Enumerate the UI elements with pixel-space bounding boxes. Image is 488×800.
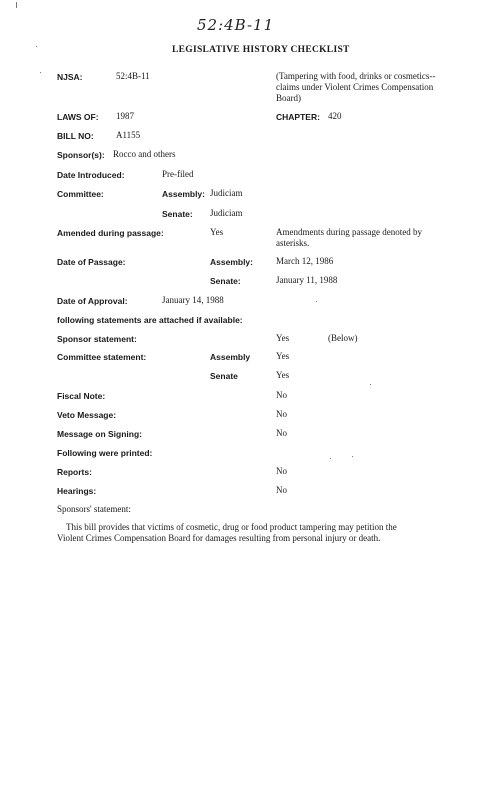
scan-speck <box>16 2 17 8</box>
scan-speck <box>352 456 353 457</box>
date-of-approval-value: January 14, 1988 <box>162 295 224 305</box>
message-on-signing-value: No <box>276 428 287 438</box>
passage-assembly-value: March 12, 1986 <box>276 256 334 266</box>
committee-statement-label: Committee statement: <box>57 352 147 362</box>
committee-senate-value: Judiciam <box>210 208 243 218</box>
fiscal-note-label: Fiscal Note: <box>57 391 106 401</box>
scan-speck <box>36 46 37 47</box>
committee-assembly-label: Assembly: <box>162 189 205 199</box>
page-title: LEGISLATIVE HISTORY CHECKLIST <box>172 45 350 55</box>
scan-speck <box>40 72 41 73</box>
passage-senate-value: January 11, 1988 <box>276 275 338 285</box>
chapter-value: 420 <box>328 111 342 121</box>
laws-of-label: LAWS OF: <box>57 112 99 122</box>
amended-label: Amended during passage: <box>57 228 164 238</box>
hearings-label: Hearings: <box>57 486 97 496</box>
veto-message-value: No <box>276 409 287 419</box>
committee-senate-label: Senate: <box>162 209 193 219</box>
date-introduced-value: Pre-filed <box>162 169 194 179</box>
hearings-value: No <box>276 485 287 495</box>
scan-speck <box>316 301 317 302</box>
njsa-value: 52:4B-11 <box>116 71 150 81</box>
passage-assembly-label: Assembly: <box>210 257 253 267</box>
committee-assembly-value: Judiciam <box>210 188 243 198</box>
message-on-signing-label: Message on Signing: <box>57 429 143 439</box>
committee-statement-senate-label: Senate <box>210 371 238 381</box>
printed-heading: Following were printed: <box>57 448 153 458</box>
handwritten-number: 52:4B-11 <box>197 16 275 34</box>
passage-senate-label: Senate: <box>210 276 241 286</box>
laws-of-value: 1987 <box>116 111 134 121</box>
fiscal-note-value: No <box>276 390 287 400</box>
date-of-passage-label: Date of Passage: <box>57 257 126 267</box>
sponsors-label: Sponsor(s): <box>57 150 105 160</box>
statement-paragraph <box>57 522 425 544</box>
chapter-label: CHAPTER: <box>276 112 320 122</box>
bill-no-value: A1155 <box>116 130 141 140</box>
scan-speck <box>330 458 331 459</box>
njsa-label: NJSA: <box>57 72 83 82</box>
amended-value: Yes <box>210 227 224 237</box>
attached-heading: following statements are attached if available: <box>57 315 243 325</box>
committee-statement-senate-value: Yes <box>276 370 290 380</box>
amended-note: Amendments during passage denoted by asterisks. <box>276 227 422 248</box>
bill-no-label: BILL NO: <box>57 131 94 141</box>
committee-statement-assembly-value: Yes <box>276 351 290 361</box>
sponsors-value: Rocco and others <box>113 149 176 159</box>
statement-text: This bill provides that victims of cosmetic, drug or food product tampering may petition the Violent Crimes Compensation Board for damages resulting from personal injury or death. <box>57 522 397 543</box>
committee-statement-assembly-label: Assembly <box>210 352 251 362</box>
sponsor-statement-note: (Below) <box>328 333 358 343</box>
sponsor-statement-label: Sponsor statement: <box>57 334 137 344</box>
reports-label: Reports: <box>57 467 92 477</box>
reports-value: No <box>276 466 287 476</box>
date-introduced-label: Date Introduced: <box>57 170 125 180</box>
scan-speck <box>370 384 371 385</box>
veto-message-label: Veto Message: <box>57 410 117 420</box>
date-of-approval-label: Date of Approval: <box>57 296 128 306</box>
sponsors-statement-heading: Sponsors' statement: <box>57 504 131 514</box>
njsa-subject: (Tampering with food, drinks or cosmetics-- claims under Violent Crimes Compensation Board) <box>276 71 436 103</box>
sponsor-statement-value: Yes <box>276 333 290 343</box>
committee-label: Committee: <box>57 189 104 199</box>
